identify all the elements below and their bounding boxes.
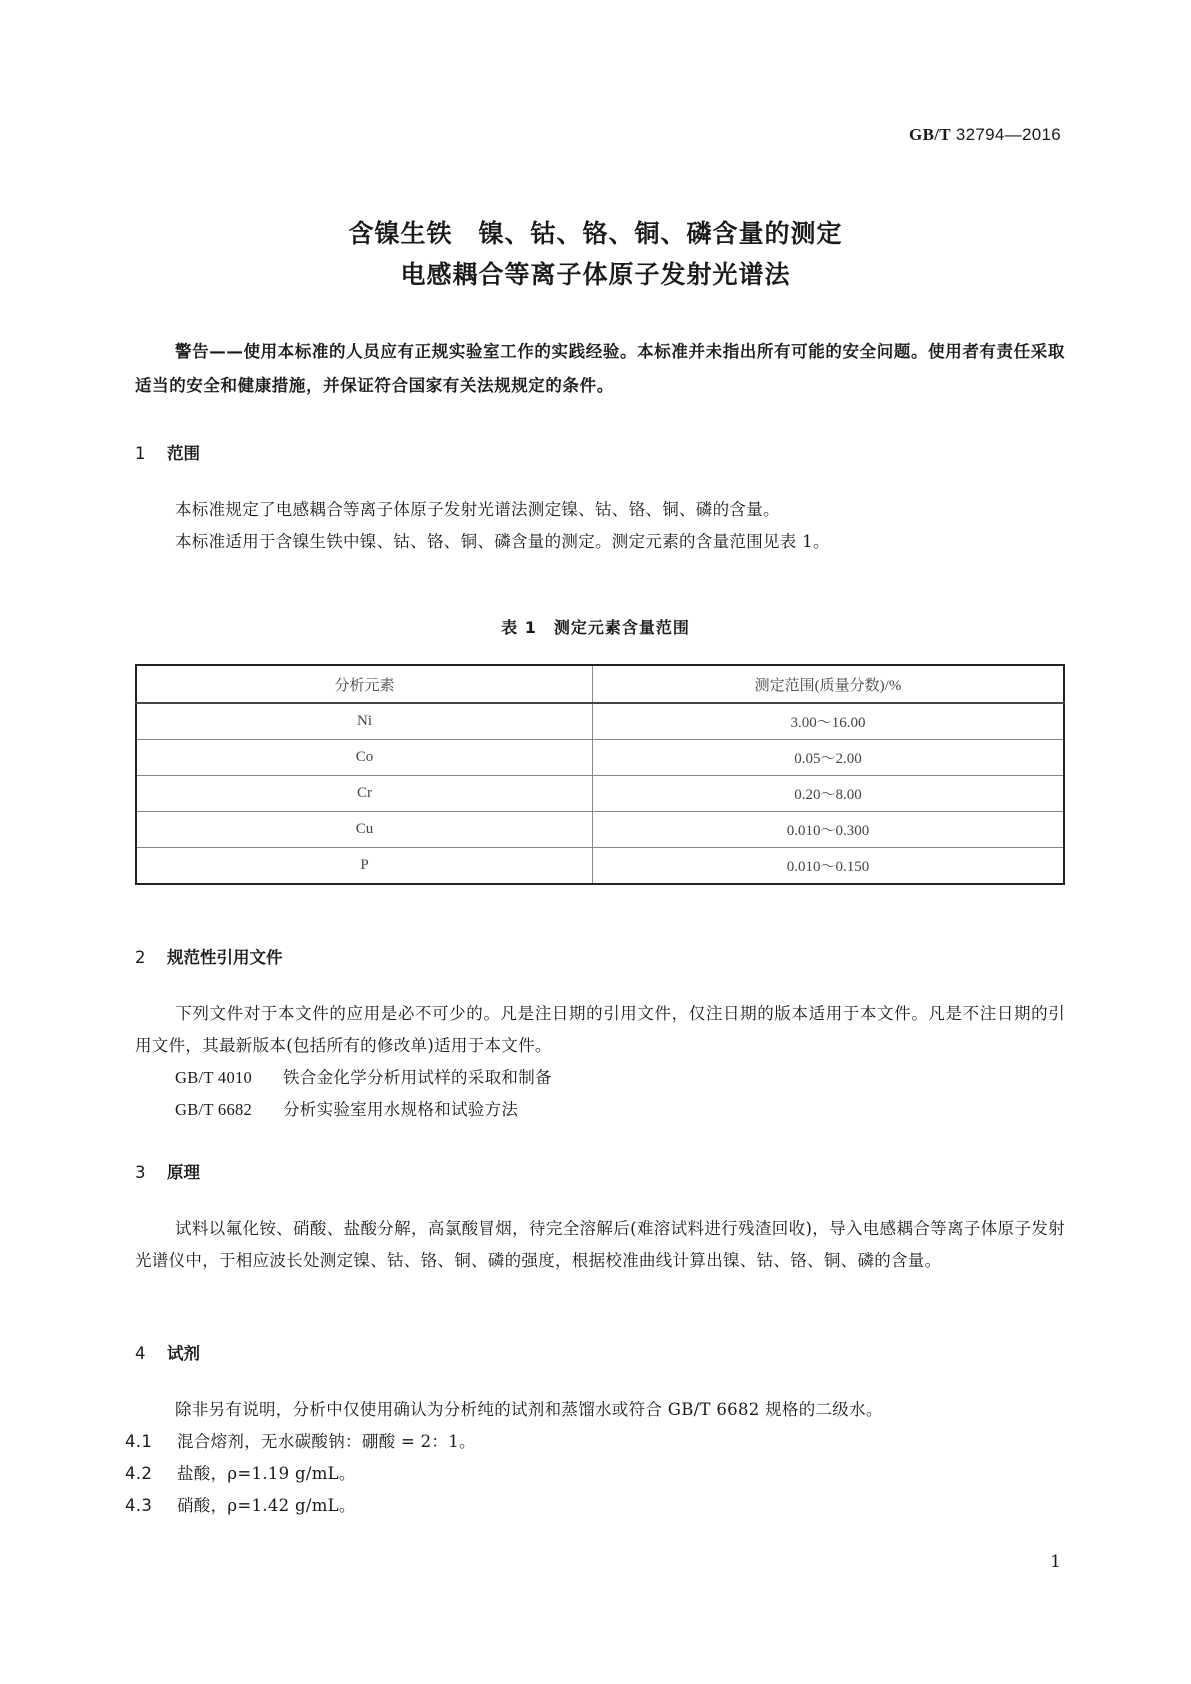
section-number: 1 [135,444,146,463]
range-cell: 0.20～8.00 [593,776,1065,812]
reagent-item [125,1426,476,1458]
item-text: 盐酸，ρ=1.19 g/mL。 [177,1464,356,1483]
section-number: 3 [135,1163,146,1182]
element-cell: P [136,848,593,885]
table-row [136,740,1064,776]
reagent-item [125,1490,356,1522]
range-cell: 3.00～16.00 [593,703,1065,740]
paragraph: 本标准适用于含镍生铁中镍、钴、铬、铜、磷含量的测定。测定元素的含量范围见表 1。 [175,532,830,551]
section-heading-1 [135,440,200,464]
section-number: 2 [135,948,146,967]
standard-number [909,125,1061,145]
table-row [136,812,1064,848]
section-title: 原理 [167,1163,200,1182]
document-title-line1: 含镍生铁 镍、钴、铬、铜、磷含量的测定 [348,219,843,248]
item-number: 4.2 [125,1464,153,1483]
page-number: 1 [1050,1552,1061,1572]
range-cell: 0.010～0.300 [593,812,1065,848]
reference-title: 铁合金化学分析用试样的采取和制备 [283,1068,552,1087]
section-heading-3 [135,1159,200,1183]
section-title: 规范性引用文件 [167,948,283,967]
table-row [136,703,1064,740]
element-cell: Cr [136,776,593,812]
reference-title: 分析实验室用水规格和试验方法 [283,1100,519,1119]
reference-code: GB/T 4010 [175,1068,253,1087]
reagent-item [125,1458,356,1490]
reference-item [175,1094,518,1126]
safety-warning: 警告——使用本标准的人员应有正规实验室工作的实践经验。本标准并未指出所有可能的安全问题。使用者有责任采取适当的安全和健康措施，并保证符合国家有关法规规定的条件。 [135,342,1065,395]
table-row [136,848,1064,885]
column-header: 测定范围(质量分数)/% [593,665,1065,703]
document-title-line2: 电感耦合等离子体原子发射光谱法 [400,260,791,289]
reference-code: GB/T 6682 [175,1100,253,1119]
section-number: 4 [135,1344,146,1363]
column-header: 分析元素 [136,665,593,703]
standard-code: 32794—2016 [955,125,1061,144]
standard-prefix: GB/T [909,125,951,144]
element-cell: Cu [136,812,593,848]
section-heading-2 [135,944,283,968]
item-number: 4.3 [125,1496,153,1515]
section-heading-4 [135,1340,200,1364]
paragraph: 下列文件对于本文件的应用是必不可少的。凡是注日期的引用文件，仅注日期的版本适用于本文件。凡是不注日期的引用文件，其最新版本(包括所有的修改单)适用于本文件。 [135,1004,1065,1055]
paragraph: 本标准规定了电感耦合等离子体原子发射光谱法测定镍、钴、铬、铜、磷的含量。 [175,500,780,519]
paragraph: 除非另有说明，分析中仅使用确认为分析纯的试剂和蒸馏水或符合 GB/T 6682 规格的二级水。 [175,1400,883,1419]
item-text: 硝酸，ρ=1.42 g/mL。 [177,1496,356,1515]
range-cell: 0.010～0.150 [593,848,1065,885]
element-range-table [135,664,1065,885]
section-title: 范围 [167,444,200,463]
reference-item [175,1062,552,1094]
range-cell: 0.05～2.00 [593,740,1065,776]
element-cell: Ni [136,703,593,740]
item-number: 4.1 [125,1432,153,1451]
item-text: 混合熔剂，无水碳酸钠：硼酸 = 2：1。 [177,1432,476,1451]
element-cell: Co [136,740,593,776]
table-row [136,776,1064,812]
table-header-row [136,665,1064,703]
table-caption: 表 1 测定元素含量范围 [501,618,690,637]
paragraph: 试料以氟化铵、硝酸、盐酸分解，高氯酸冒烟，待完全溶解后(难溶试料进行残渣回收)，导入电感耦合等离子体原子发射光谱仪中，于相应波长处测定镍、钴、铬、铜、磷的强度，根据校准曲线计算出镍、钴、铬、铜、磷的含量。 [135,1219,1065,1270]
section-title: 试剂 [167,1344,200,1363]
